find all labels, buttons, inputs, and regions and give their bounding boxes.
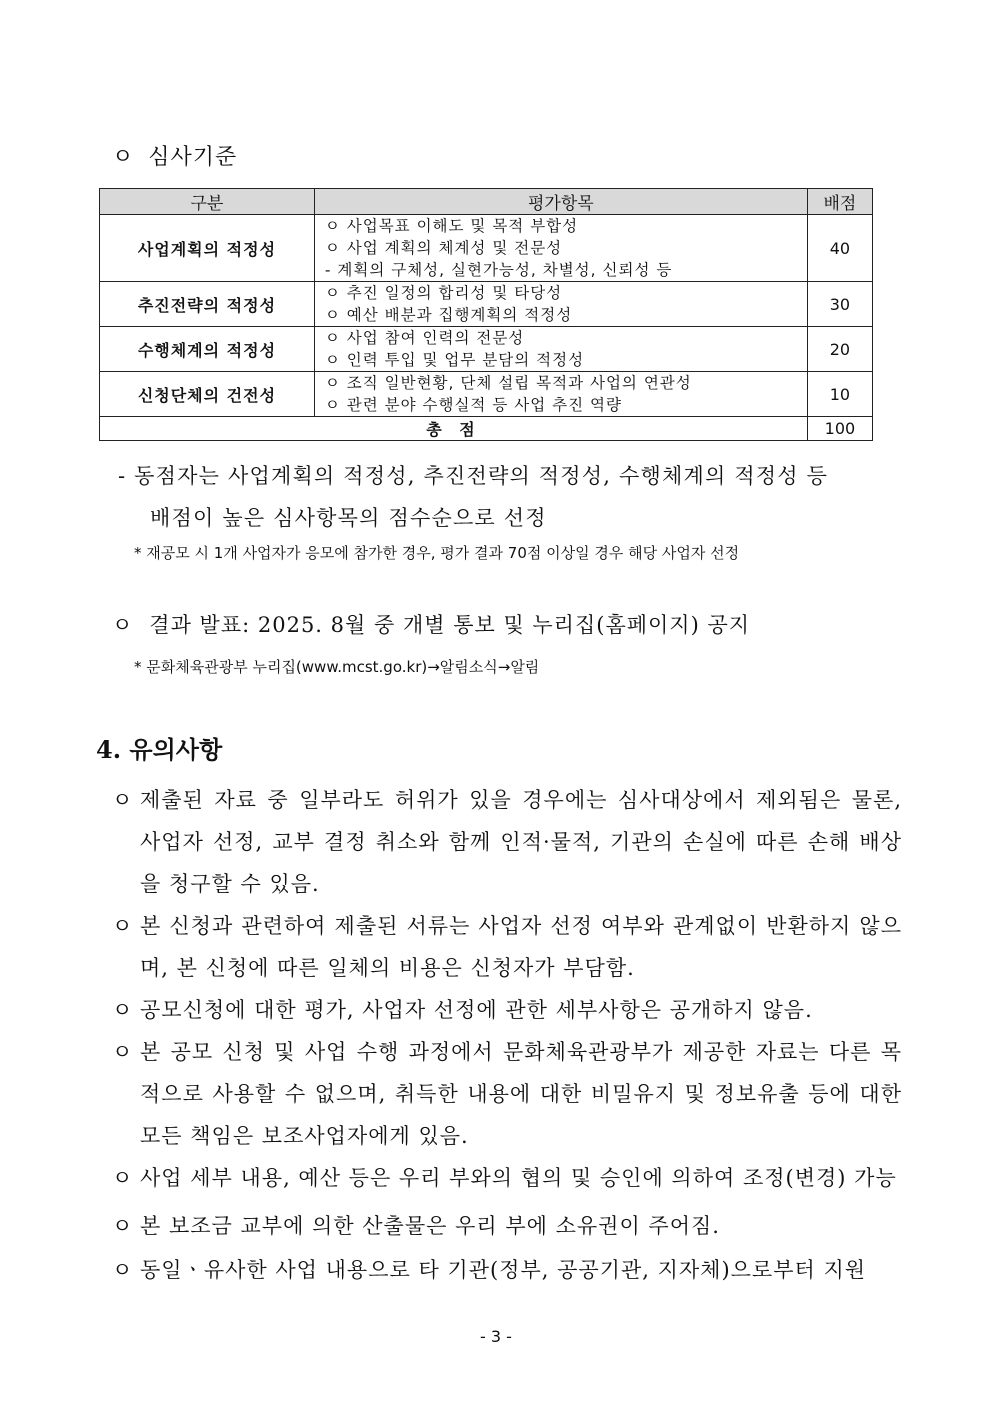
- notice-text: 본 신청과 관련하여 제출된 서류는 사업자 선정 여부와 관계없이 반환하지 않으며, 본 신청에 따른 일체의 비용은 신청자가 부담함.: [140, 914, 902, 980]
- row-score: 40: [807, 215, 872, 282]
- criteria-heading: [112, 140, 237, 171]
- row-item-line: ㅇ 관련 분야 수행실적 등 사업 추진 역량: [324, 396, 622, 414]
- announcement: [112, 609, 750, 639]
- table-total-row: [100, 417, 873, 441]
- bullet-mark: ㅇ: [112, 1040, 134, 1064]
- notice-item: [112, 989, 902, 1031]
- row-score: 10: [807, 372, 872, 417]
- header-category: 구분: [100, 189, 315, 215]
- criteria-table: [99, 188, 873, 441]
- notice-item: [112, 905, 902, 989]
- row-item-line: ㅇ 인력 투입 및 업무 분담의 적정성: [324, 351, 585, 369]
- table-header-row: [100, 189, 873, 215]
- row-item-line: ㅇ 추진 일정의 합리성 및 타당성: [324, 284, 563, 302]
- bullet-mark: ㅇ: [112, 914, 134, 938]
- notice-text: 제출된 자료 중 일부라도 허위가 있을 경우에는 심사대상에서 제외됨은 물론, 사업자 선정, 교부 결정 취소와 함께 인적·물적, 기관의 손실에 따른 손해 배상을 청구할 수 있음.: [140, 788, 902, 896]
- notice-text: 사업 세부 내용, 예산 등은 우리 부와의 협의 및 승인에 의하여 조정(변경) 가능: [140, 1166, 897, 1190]
- notice-text: 공모신청에 대한 평가, 사업자 선정에 관한 세부사항은 공개하지 않음.: [140, 998, 813, 1022]
- row-items: [314, 215, 807, 282]
- bullet-mark: ㅇ: [112, 1214, 134, 1238]
- notice-item: [112, 779, 902, 905]
- bullet-mark: ㅇ: [112, 1166, 134, 1190]
- page-number: - 3 -: [480, 1327, 512, 1346]
- bullet-mark: ㅇ: [112, 998, 134, 1022]
- section-title: 4. 유의사항: [96, 735, 223, 764]
- table-row: [100, 215, 873, 282]
- bullet-mark: ㅇ: [112, 145, 135, 170]
- total-score: 100: [807, 417, 872, 441]
- notice-text: 본 보조금 교부에 의한 산출물은 우리 부에 소유권이 주어짐.: [140, 1214, 720, 1238]
- bullet-mark: ㅇ: [112, 613, 134, 637]
- row-items: [314, 372, 807, 417]
- table-row: [100, 282, 873, 327]
- row-item-line: ㅇ 사업 참여 인력의 전문성: [324, 329, 525, 347]
- notice-item: [112, 1205, 902, 1247]
- criteria-heading-label: 심사기준: [148, 145, 238, 170]
- total-label: 총 점: [100, 417, 808, 441]
- row-category: 추진전략의 적정성: [100, 282, 315, 327]
- table-row: [100, 372, 873, 417]
- tie-note-line: - 동점자는 사업계획의 적정성, 추진전략의 적정성, 수행체계의 적정성 등: [118, 464, 829, 488]
- notice-item: [112, 1249, 902, 1291]
- notice-item: [112, 1031, 902, 1157]
- recruit-footnote: * 재공모 시 1개 사업자가 응모에 참가한 경우, 평가 결과 70점 이상일 경우 해당 사업자 선정: [134, 544, 740, 562]
- row-category: 신청단체의 건전성: [100, 372, 315, 417]
- tie-break-note: [118, 455, 908, 539]
- row-item-line: ㅇ 사업목표 이해도 및 목적 부합성: [324, 217, 579, 235]
- bullet-mark: ㅇ: [112, 1258, 134, 1282]
- row-items: [314, 282, 807, 327]
- row-item-line: ㅇ 조직 일반현황, 단체 설립 목적과 사업의 연관성: [324, 374, 692, 392]
- row-category: 수행체계의 적정성: [100, 327, 315, 372]
- announcement-footnote: * 문화체육관광부 누리집(www.mcst.go.kr)→알림소식→알림: [134, 658, 540, 676]
- bullet-mark: ㅇ: [112, 788, 134, 812]
- row-score: 30: [807, 282, 872, 327]
- header-score: 배점: [807, 189, 872, 215]
- announcement-text: 결과 발표: 2025. 8월 중 개별 통보 및 누리집(홈페이지) 공지: [149, 613, 751, 637]
- notice-text: 본 공모 신청 및 사업 수행 과정에서 문화체육관광부가 제공한 자료는 다른 목적으로 사용할 수 없으며, 취득한 내용에 대한 비밀유지 및 정보유출 등에 대한 모든 책임은 보조사업자에게 있음.: [140, 1040, 902, 1148]
- row-items: [314, 327, 807, 372]
- row-item-line: ㅇ 사업 계획의 체계성 및 전문성: [324, 239, 563, 257]
- row-score: 20: [807, 327, 872, 372]
- notice-item: [112, 1157, 902, 1199]
- row-item-line: ㅇ 예산 배분과 집행계획의 적정성: [324, 306, 573, 324]
- table-row: [100, 327, 873, 372]
- tie-note-line: 배점이 높은 심사항목의 점수순으로 선정: [150, 506, 547, 530]
- header-items: 평가항목: [314, 189, 807, 215]
- row-category: 사업계획의 적정성: [100, 215, 315, 282]
- notice-text: 동일ㆍ유사한 사업 내용으로 타 기관(정부, 공공기관, 지자체)으로부터 지원: [140, 1258, 867, 1282]
- row-item-line: - 계획의 구체성, 실현가능성, 차별성, 신뢰성 등: [324, 261, 673, 279]
